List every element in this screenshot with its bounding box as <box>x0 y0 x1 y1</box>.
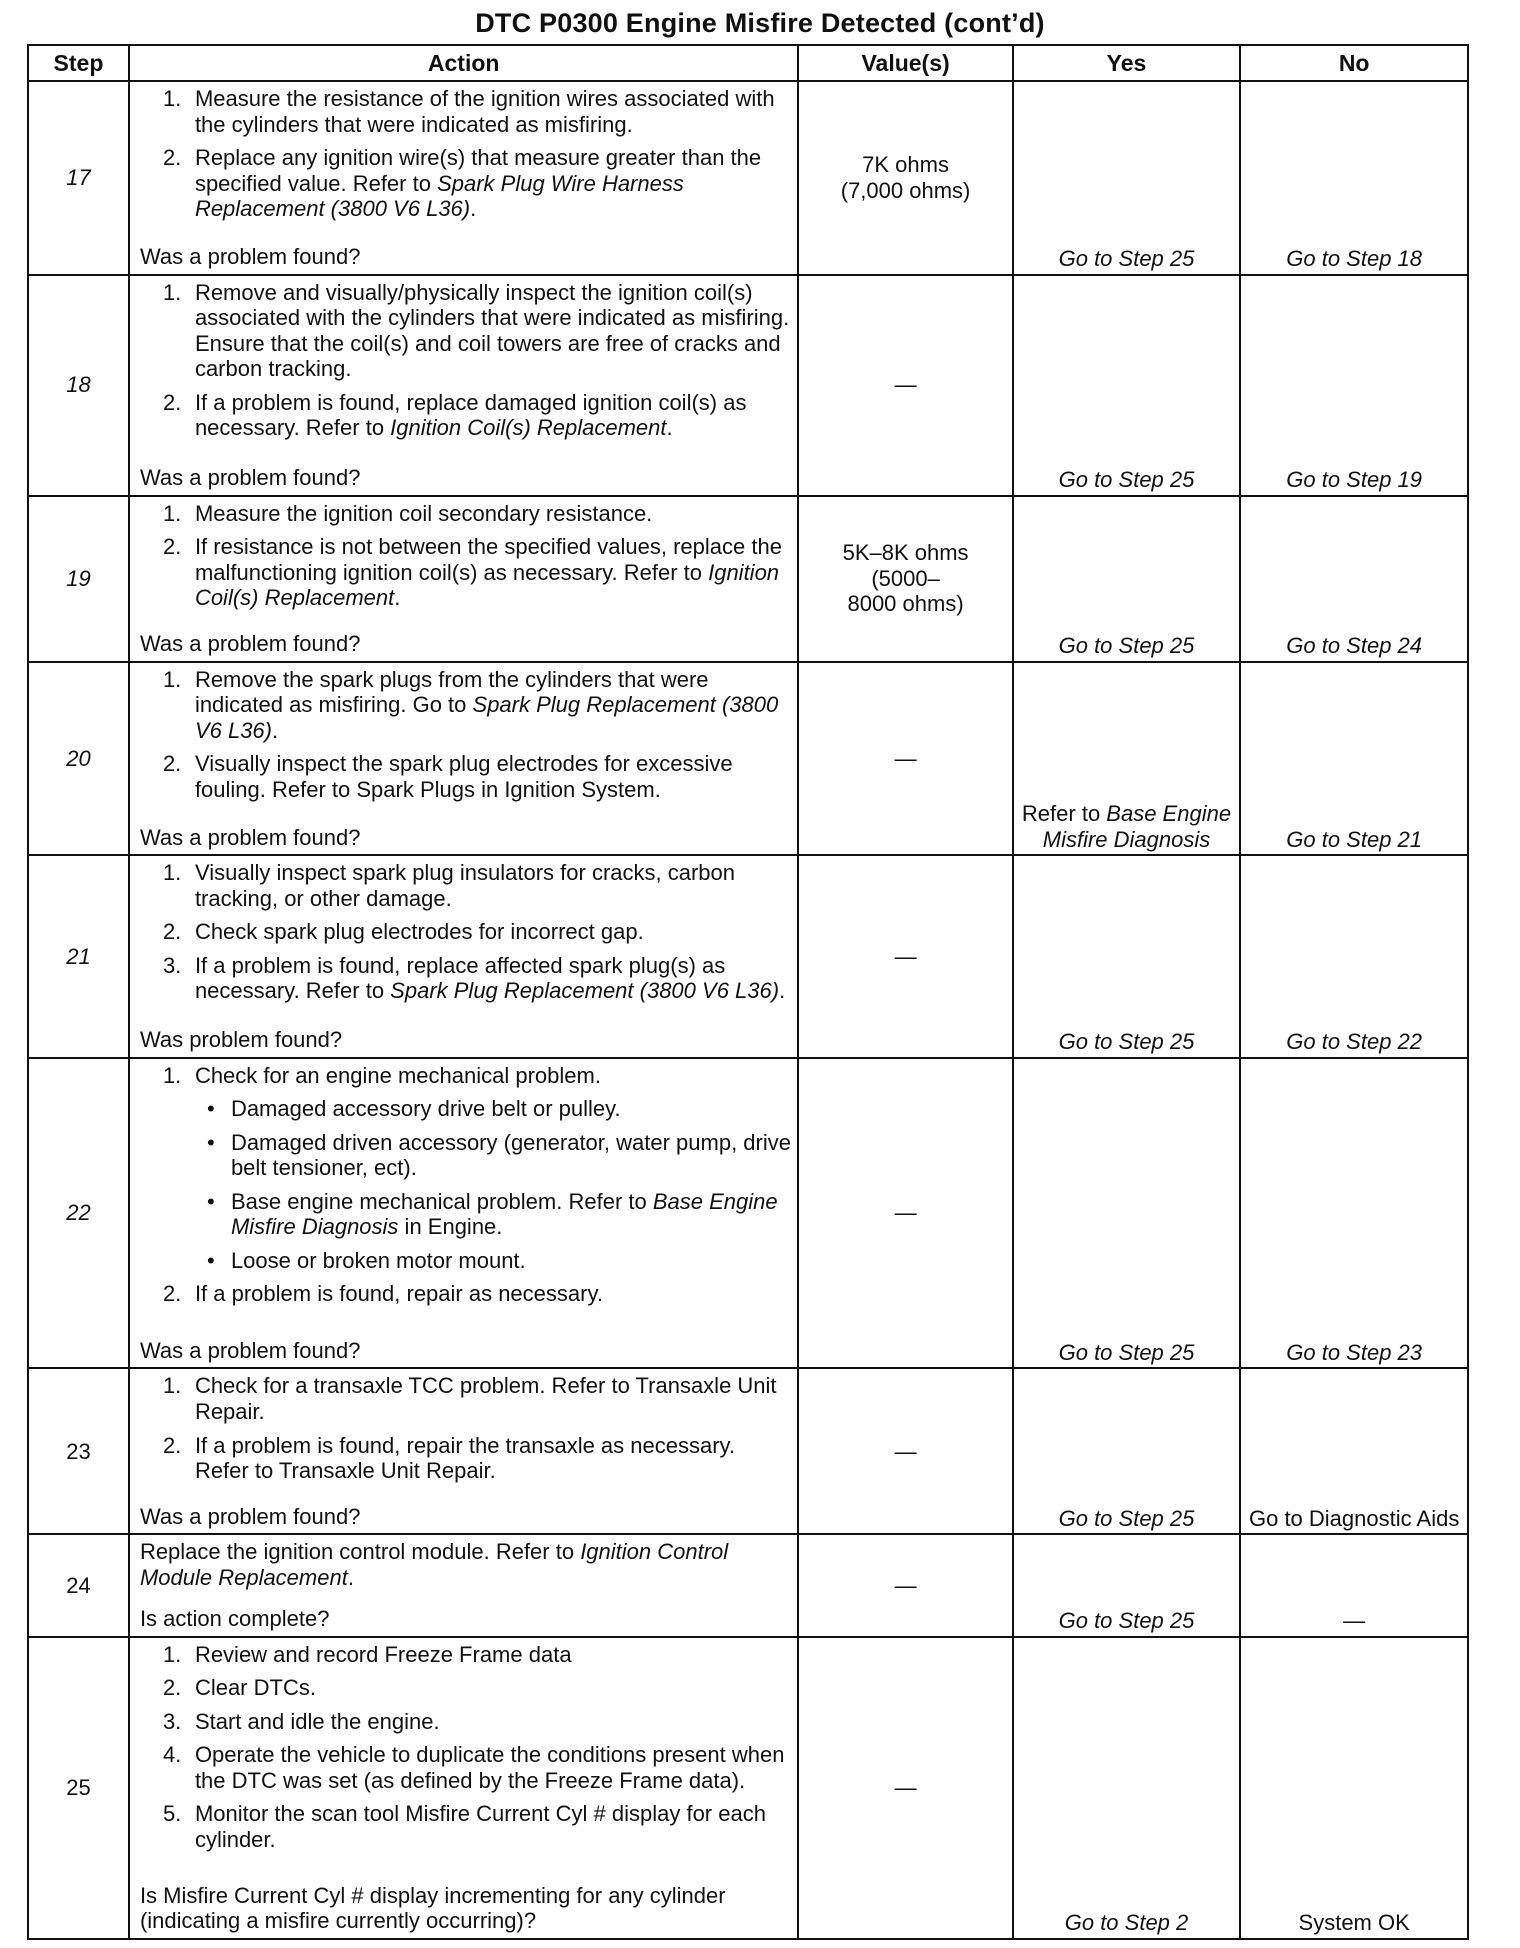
sub-item-text <box>231 1096 621 1121</box>
action-list <box>140 86 792 222</box>
column-header-action: Action <box>129 45 799 81</box>
item-number: 3. <box>162 1708 182 1734</box>
action-item <box>140 1281 792 1307</box>
table-header-row <box>28 45 1468 81</box>
action-text-block <box>140 1539 792 1590</box>
step-number: 23 <box>28 1368 129 1534</box>
sub-item <box>195 1248 792 1274</box>
action-text: Visually inspect the spark plug electrodes for excessive fouling. Refer to Spark Plugs in Ignition System. <box>194 751 733 802</box>
action-text: Check spark plug electrodes for incorrect gap. <box>194 919 644 945</box>
step-number: 21 <box>28 855 129 1057</box>
action-item <box>140 1801 792 1852</box>
no-cell <box>1240 855 1468 1057</box>
step-number: 25 <box>28 1637 129 1939</box>
column-header-values: Value(s) <box>798 45 1012 81</box>
table-row <box>28 1534 1468 1636</box>
action-item <box>140 1433 792 1484</box>
action-item <box>140 1373 792 1424</box>
yes-cell <box>1013 1058 1241 1369</box>
action-content <box>140 280 792 491</box>
item-number: 2. <box>162 1432 182 1458</box>
sub-item <box>195 1096 792 1122</box>
item-text <box>195 534 782 610</box>
action-list <box>140 501 792 611</box>
step-number: 19 <box>28 496 129 662</box>
action-list <box>140 1063 792 1307</box>
step-number: 18 <box>28 275 129 496</box>
action-text: Visually inspect spark plug insulators for cracks, carbon tracking, or other damage. <box>194 860 736 911</box>
value-text: (7,000 ohms) <box>840 177 971 203</box>
item-text <box>195 919 644 944</box>
action-item <box>140 280 792 382</box>
value-text: — <box>894 1438 917 1464</box>
yes-cell <box>1013 1637 1241 1939</box>
question-text: Was a problem found? <box>139 631 361 657</box>
action-item <box>140 1675 792 1701</box>
no-cell <box>1240 1637 1468 1939</box>
item-text <box>195 751 733 802</box>
action-item <box>140 501 792 527</box>
yes-cell <box>1013 81 1241 275</box>
bullet-icon: • <box>206 1129 215 1155</box>
table-row <box>28 662 1468 856</box>
action-content <box>140 667 792 851</box>
action-list <box>140 667 792 803</box>
reference-text: Go to Step 24 <box>1286 633 1423 659</box>
value-text: 7K ohms <box>862 152 949 178</box>
value-text: — <box>894 1572 917 1598</box>
value-cell <box>798 1534 1012 1636</box>
action-item <box>140 145 792 222</box>
action-steps <box>140 280 792 466</box>
action-text: If a problem is found, replace damaged ignition coil(s) as necessary. Refer to <box>194 389 747 441</box>
item-text <box>195 145 761 221</box>
action-text: Check for an engine mechanical problem. <box>194 1062 601 1088</box>
item-text <box>195 1709 440 1734</box>
question-text: Was a problem found? <box>139 244 361 270</box>
table-body <box>28 81 1468 1939</box>
value-cell <box>798 662 1012 856</box>
action-text: in Engine. <box>398 1214 503 1240</box>
reference-text: Go to Step 25 <box>1058 1608 1195 1634</box>
reference-text: Go to Step 18 <box>1286 246 1423 272</box>
action-item <box>140 919 792 945</box>
table-row <box>28 275 1468 496</box>
question-text: Was a problem found? <box>139 824 361 850</box>
column-header-step: Step <box>28 45 129 81</box>
action-text: Replace the ignition control module. Refer to <box>139 1539 581 1565</box>
action-content <box>140 860 792 1052</box>
item-text <box>195 860 735 911</box>
question-text: Was a problem found? <box>139 465 361 491</box>
action-cell <box>129 1637 799 1939</box>
value-cell <box>798 1058 1012 1369</box>
action-item <box>140 860 792 911</box>
no-cell <box>1240 1368 1468 1534</box>
reference-text: Go to Step 25 <box>1058 1339 1195 1365</box>
value-text: — <box>894 1775 917 1801</box>
item-number: 1. <box>162 1641 182 1667</box>
reference-text: Go to Step 25 <box>1058 1505 1195 1531</box>
action-text: If a problem is found, repair as necessary. <box>194 1281 603 1307</box>
action-text: Base engine mechanical problem. Refer to <box>230 1188 653 1214</box>
bullet-icon: • <box>206 1247 215 1273</box>
page-title: DTC P0300 Engine Misfire Detected (cont’d) <box>475 8 1045 38</box>
item-text <box>195 1373 777 1424</box>
value-cell <box>798 1368 1012 1534</box>
sub-item-text <box>231 1130 791 1181</box>
yes-cell <box>1013 662 1241 856</box>
bullet-icon: • <box>206 1188 215 1214</box>
value-cell <box>798 1637 1012 1939</box>
reference-text: Ignition Coil(s) Replacement <box>194 559 780 611</box>
action-text: Refer to <box>1021 801 1107 827</box>
action-text: Remove and visually/physically inspect the ignition coil(s) associated with the cylinders that were indicated as misfiring. Ensure that the coil(s) and coil towers are free of cracks and carbon tracking. <box>194 279 790 382</box>
table-row <box>28 1368 1468 1534</box>
reference-text: Spark Plug Replacement (3800 V6 L36) <box>390 978 780 1004</box>
item-text <box>195 1642 572 1667</box>
column-header-no: No <box>1240 45 1468 81</box>
action-steps <box>140 667 792 825</box>
step-number: 22 <box>28 1058 129 1369</box>
step-number: 17 <box>28 81 129 275</box>
action-steps <box>140 1642 792 1883</box>
yes-cell <box>1013 1534 1241 1636</box>
value-cell <box>798 275 1012 496</box>
yes-cell <box>1013 275 1241 496</box>
no-cell <box>1240 662 1468 856</box>
question-text: Is action complete? <box>139 1606 330 1632</box>
value-text: 5K–8K ohms <box>842 540 969 566</box>
action-cell <box>129 81 799 275</box>
sub-list <box>195 1096 792 1273</box>
action-text: Start and idle the engine. <box>194 1708 440 1734</box>
sub-item <box>195 1130 792 1181</box>
action-cell <box>129 662 799 856</box>
action-text: . <box>666 415 673 441</box>
sub-item <box>195 1189 792 1240</box>
reference-text: Go to Step 25 <box>1058 467 1195 493</box>
reference-text: Base Engine Misfire Diagnosis <box>1042 801 1232 852</box>
diagnostic-table <box>27 44 1469 1940</box>
reference-text: Go to Step 19 <box>1286 467 1423 493</box>
action-list <box>140 280 792 441</box>
action-text: Clear DTCs. <box>194 1675 316 1701</box>
item-text <box>195 390 747 441</box>
action-list <box>140 1642 792 1853</box>
item-text <box>195 86 775 137</box>
item-number: 1. <box>162 500 182 526</box>
reference-text: Go to Step 25 <box>1058 246 1195 272</box>
action-text: . <box>779 978 786 1004</box>
question-text: Was a problem found? <box>139 1337 361 1363</box>
item-text <box>195 1742 785 1793</box>
reference-text: Go to Step 25 <box>1058 633 1195 659</box>
action-cell <box>129 496 799 662</box>
item-number: 5. <box>162 1801 182 1827</box>
item-number: 1. <box>162 666 182 692</box>
action-item <box>140 667 792 744</box>
action-cell <box>129 1368 799 1534</box>
item-text <box>195 501 652 526</box>
action-text: Check for a transaxle TCC problem. Refer to Transaxle Unit Repair. <box>194 1373 777 1424</box>
no-cell <box>1240 1058 1468 1369</box>
action-content <box>140 1539 792 1631</box>
action-steps <box>140 1373 792 1503</box>
table-row <box>28 81 1468 275</box>
step-number: 20 <box>28 662 129 856</box>
action-text: Measure the ignition coil secondary resistance. <box>194 500 653 526</box>
item-text <box>195 953 785 1004</box>
item-text <box>195 1675 316 1700</box>
question-text: Was problem found? <box>139 1027 343 1053</box>
action-content <box>140 1642 792 1934</box>
no-cell <box>1240 81 1468 275</box>
question-text: Was a problem found? <box>139 1503 361 1529</box>
action-text: Operate the vehicle to duplicate the conditions present when the DTC was set (as defined by the Freeze Frame data). <box>194 1742 785 1793</box>
action-text: If resistance is not between the specified values, replace the malfunctioning ignition coil(s) as necessary. Refer to <box>194 534 782 585</box>
column-header-yes: Yes <box>1013 45 1241 81</box>
action-item <box>140 953 792 1004</box>
question-text: Is Misfire Current Cyl # display incrementing for any cylinder (indicating a misfire currently occurring)? <box>139 1882 726 1934</box>
action-item <box>140 86 792 137</box>
item-number: 1. <box>162 1373 182 1399</box>
action-cell <box>129 1534 799 1636</box>
action-steps <box>140 1539 792 1606</box>
action-item <box>140 534 792 611</box>
no-cell <box>1240 496 1468 662</box>
action-cell <box>129 275 799 496</box>
action-text: Replace any ignition wire(s) that measure greater than the specified value. Refer to <box>194 145 762 196</box>
action-steps <box>140 501 792 631</box>
action-content <box>140 1373 792 1529</box>
value-text: — <box>894 372 917 398</box>
reference-text: Base Engine Misfire Diagnosis <box>230 1188 778 1240</box>
value-text: 8000 ohms) <box>847 591 964 617</box>
action-item <box>140 751 792 802</box>
reference-text: Go to Step 25 <box>1058 1029 1195 1055</box>
action-text: . <box>394 585 401 611</box>
sub-item-text <box>231 1248 526 1273</box>
action-item <box>140 1709 792 1735</box>
action-content <box>140 86 792 270</box>
item-number: 2. <box>162 145 182 171</box>
table-row <box>28 496 1468 662</box>
item-number: 2. <box>162 1675 182 1701</box>
action-text: Measure the resistance of the ignition wires associated with the cylinders that were indicated as misfiring. <box>194 86 775 137</box>
no-cell <box>1240 275 1468 496</box>
action-text: . <box>470 196 477 222</box>
reference-text: Ignition Control Module Replacement <box>139 1539 729 1590</box>
item-text <box>195 1281 603 1306</box>
action-text: If a problem is found, replace affected spark plug(s) as necessary. Refer to <box>194 952 726 1004</box>
item-text <box>195 1801 766 1852</box>
item-number: 4. <box>162 1742 182 1768</box>
table-row <box>28 1058 1468 1369</box>
item-text <box>195 280 789 382</box>
item-number: 2. <box>162 1281 182 1307</box>
action-text: Damaged accessory drive belt or pulley. <box>230 1096 621 1122</box>
action-item <box>140 390 792 441</box>
value-text: — <box>894 943 917 969</box>
value-cell <box>798 81 1012 275</box>
value-cell <box>798 855 1012 1057</box>
reference-text: Spark Plug Replacement (3800 V6 L36) <box>194 692 779 743</box>
item-text <box>195 1063 601 1088</box>
action-steps <box>140 860 792 1027</box>
action-text: . <box>347 1564 354 1590</box>
action-text: Go to Diagnostic Aids <box>1248 1505 1460 1531</box>
reference-text: Spark Plug Wire Harness Replacement (3800 V6 L36) <box>194 170 684 222</box>
value-text: — <box>894 745 917 771</box>
action-list <box>140 860 792 1004</box>
action-text: Monitor the scan tool Misfire Current Cyl # display for each cylinder. <box>194 1801 766 1852</box>
item-number: 3. <box>162 952 182 978</box>
reference-text: Go to Step 2 <box>1064 1910 1189 1936</box>
action-cell <box>129 855 799 1057</box>
value-text: (5000– <box>871 565 940 591</box>
value-cell <box>798 496 1012 662</box>
action-text: — <box>1343 1608 1366 1634</box>
no-cell <box>1240 1534 1468 1636</box>
yes-cell <box>1013 496 1241 662</box>
item-number: 2. <box>162 389 182 415</box>
item-number: 1. <box>162 860 182 886</box>
action-text: Remove the spark plugs from the cylinders that were indicated as misfiring. Go to <box>194 666 709 718</box>
action-text: Review and record Freeze Frame data <box>194 1641 572 1667</box>
item-number: 2. <box>162 919 182 945</box>
item-text <box>195 1433 735 1484</box>
item-number: 1. <box>162 279 182 305</box>
action-item <box>140 1642 792 1668</box>
action-content <box>140 1063 792 1364</box>
item-text <box>195 667 778 743</box>
action-steps <box>140 1063 792 1338</box>
bullet-icon: • <box>206 1096 215 1122</box>
action-text: Loose or broken motor mount. <box>230 1247 526 1273</box>
action-text: System OK <box>1298 1910 1410 1936</box>
reference-text: Go to Step 22 <box>1286 1029 1423 1055</box>
action-item <box>140 1742 792 1793</box>
reference-text: Ignition Coil(s) Replacement <box>390 415 667 441</box>
action-item <box>140 1063 792 1274</box>
action-steps <box>140 86 792 244</box>
reference-text: Go to Step 23 <box>1286 1339 1423 1365</box>
action-text: If a problem is found, repair the transaxle as necessary. Refer to Transaxle Unit Repair. <box>194 1432 736 1484</box>
item-number: 2. <box>162 534 182 560</box>
item-number: 2. <box>162 751 182 777</box>
item-number: 1. <box>162 1062 182 1088</box>
action-list <box>140 1373 792 1483</box>
item-number: 1. <box>162 86 182 111</box>
action-text: Damaged driven accessory (generator, water pump, drive belt tensioner, ect). <box>230 1129 791 1181</box>
step-number: 24 <box>28 1534 129 1636</box>
yes-cell <box>1013 1368 1241 1534</box>
reference-text: Go to Step 21 <box>1286 826 1423 852</box>
action-text: . <box>272 717 279 743</box>
table-row <box>28 1637 1468 1939</box>
value-text: — <box>894 1200 917 1226</box>
action-content <box>140 501 792 657</box>
yes-cell <box>1013 855 1241 1057</box>
action-cell <box>129 1058 799 1369</box>
table-row <box>28 855 1468 1057</box>
sub-item-text <box>231 1189 778 1240</box>
